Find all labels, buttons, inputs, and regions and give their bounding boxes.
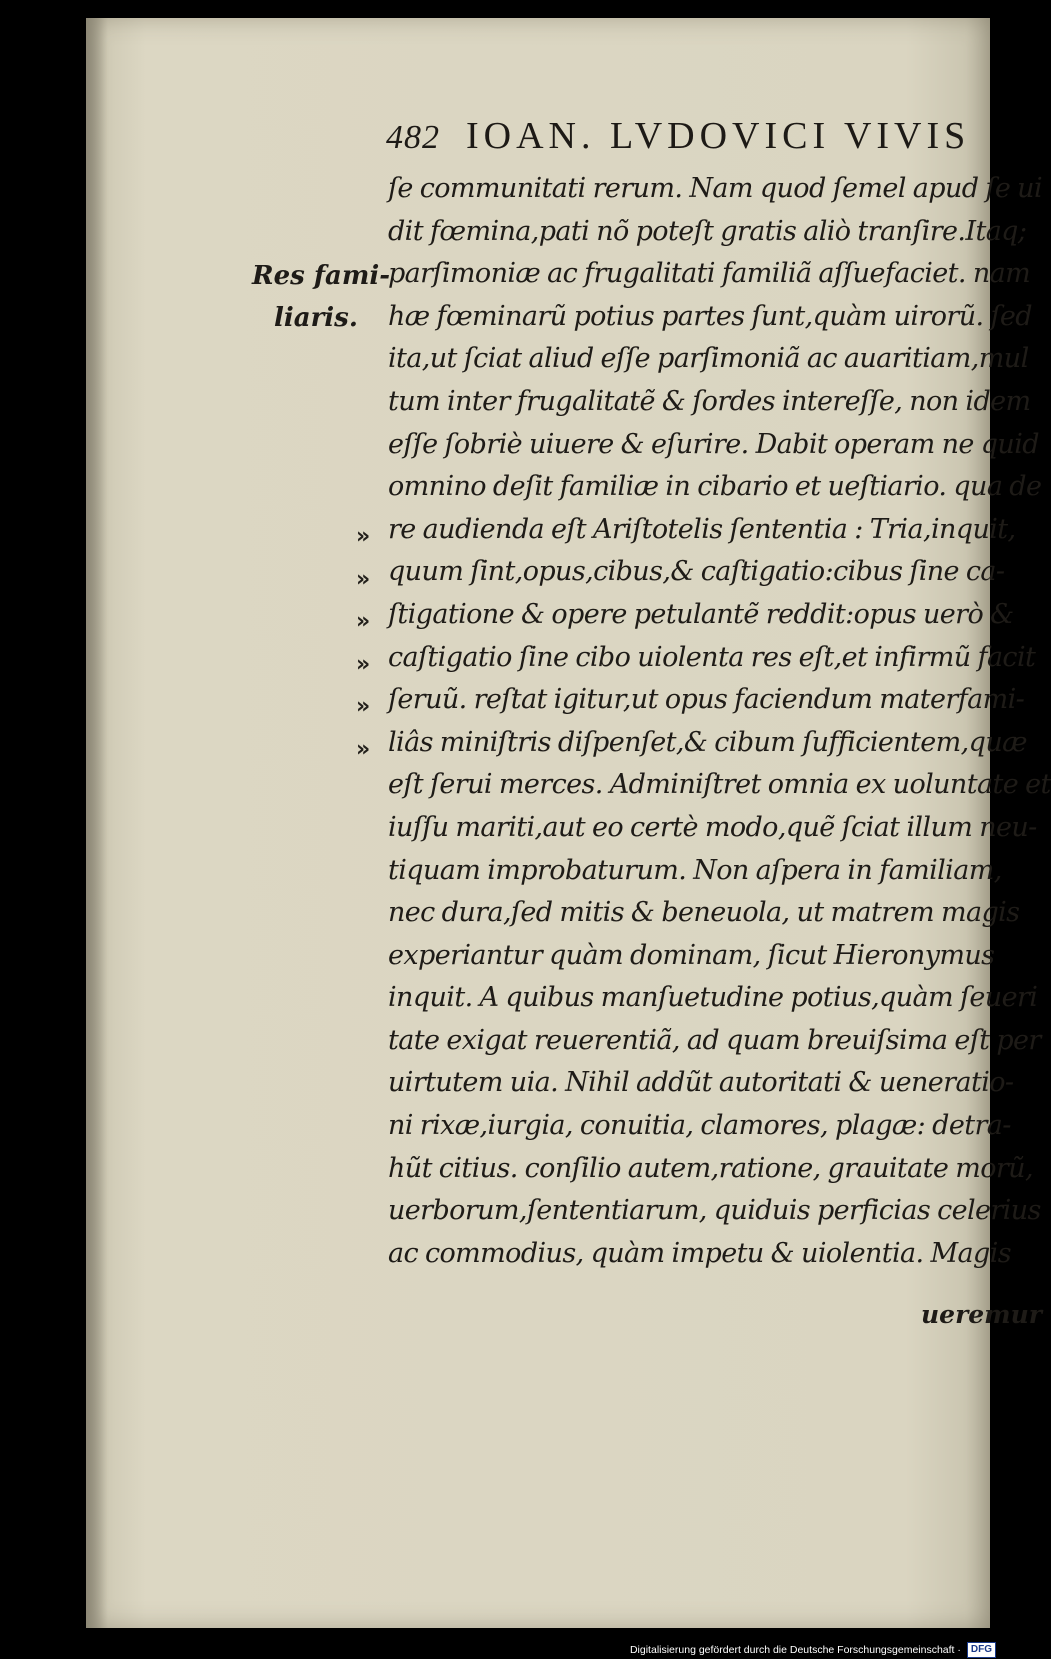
text-line: liâs miniſtris diſpenſet,& cibum ſufficientem,quæ	[388, 726, 1027, 758]
text-line: eſſe ſobriè uiuere & eſurire. Dabit operam ne quid	[388, 428, 1039, 460]
dfg-logo: DFG	[967, 1642, 996, 1658]
catchword: ueremur	[921, 1300, 1042, 1329]
text-line: tum inter frugalitatẽ & ſordes intereſſe, non idem	[388, 385, 1031, 417]
quotation-mark: »	[356, 524, 371, 549]
text-line: omnino deſit familiæ in cibario et ueſtiario. qua de	[388, 471, 1042, 503]
quotation-marks-column	[356, 516, 382, 772]
text-line: hæ fœminarũ potius partes ſunt,quàm uirorũ. ſed	[388, 300, 1032, 332]
text-line: ac commodius, quàm impetu & uiolentia. Magis	[388, 1237, 1012, 1269]
text-line: quum ſint,opus,cibus,& caſtigatio:cibus ſine ca-	[388, 556, 1005, 588]
funding-credit: Digitalisierung gefördert durch die Deutsche Forschungsgemeinschaft ·	[629, 1643, 961, 1656]
text-line: tate exigat reuerentiã, ad quam breuiſsima eſt per	[388, 1024, 1041, 1056]
text-line: ſtigatione & opere petulantẽ reddit:opus uerò &	[388, 598, 1014, 630]
text-line: ni rixæ,iurgia, conuitia, clamores, plagæ: detra-	[388, 1110, 1011, 1142]
quotation-mark: »	[356, 736, 371, 762]
running-head	[386, 114, 986, 164]
page-number: 482	[386, 119, 440, 156]
text-line: uirtutem uia. Nihil addũt autoritati & ueneratio-	[388, 1067, 1014, 1099]
text-line: tiquam improbaturum. Non aſpera in familiam,	[388, 854, 1002, 886]
margin-note-line: Res fami-	[252, 261, 391, 291]
text-line: ſeruũ. reſtat igitur,ut opus faciendum materfami-	[388, 684, 1025, 716]
text-line: nec dura,ſed mitis & beneuola, ut matrem magis	[388, 897, 1020, 929]
quotation-mark: »	[356, 694, 371, 720]
text-line: eſt ſerui merces. Adminiſtret omnia ex uoluntate et	[388, 769, 1051, 801]
footer-bar	[0, 1640, 1000, 1659]
text-line: parſimoniæ ac frugalitati familiã aſſuefaciet. nam	[388, 258, 1031, 290]
text-line: caſtigatio ſine cibo uiolenta res eſt,et infirmũ facit	[388, 641, 1036, 673]
text-line: ſe communitati rerum. Nam quod ſemel apud ſe ui	[388, 173, 1043, 204]
text-line: uerborum,ſententiarum, quiduis perficias celerius	[388, 1195, 1041, 1227]
quotation-mark: »	[356, 651, 371, 677]
text-line: ita,ut ſciat aliud eſſe parſimoniã ac auaritiam,mul	[388, 343, 1029, 375]
text-line: experiantur quàm dominam, ſicut Hieronymus	[388, 939, 995, 971]
quotation-mark: »	[356, 609, 371, 635]
running-head-title: IOAN. LVDOVICI VIVIS	[466, 115, 971, 157]
quotation-mark: »	[356, 566, 371, 592]
text-line: iuſſu mariti,aut eo certè modo,quẽ ſciat illum neu-	[388, 811, 1037, 843]
text-line: hũt citius. conſilio autem,ratione, grauitate morũ,	[388, 1152, 1033, 1184]
text-line: inquit. A quibus manſuetudine potius,quàm ſeueri	[388, 982, 1038, 1014]
book-page	[86, 18, 1051, 1628]
body-text	[388, 168, 1051, 1275]
margin-note	[252, 255, 392, 339]
margin-note-line: liaris.	[274, 303, 358, 333]
text-line: re audienda eſt Ariſtotelis ſententia : Tria,inquit,	[388, 513, 1016, 545]
text-line: dit fœmina,pati nõ poteſt gratis aliò tranſire.Itaq;	[388, 215, 1027, 247]
